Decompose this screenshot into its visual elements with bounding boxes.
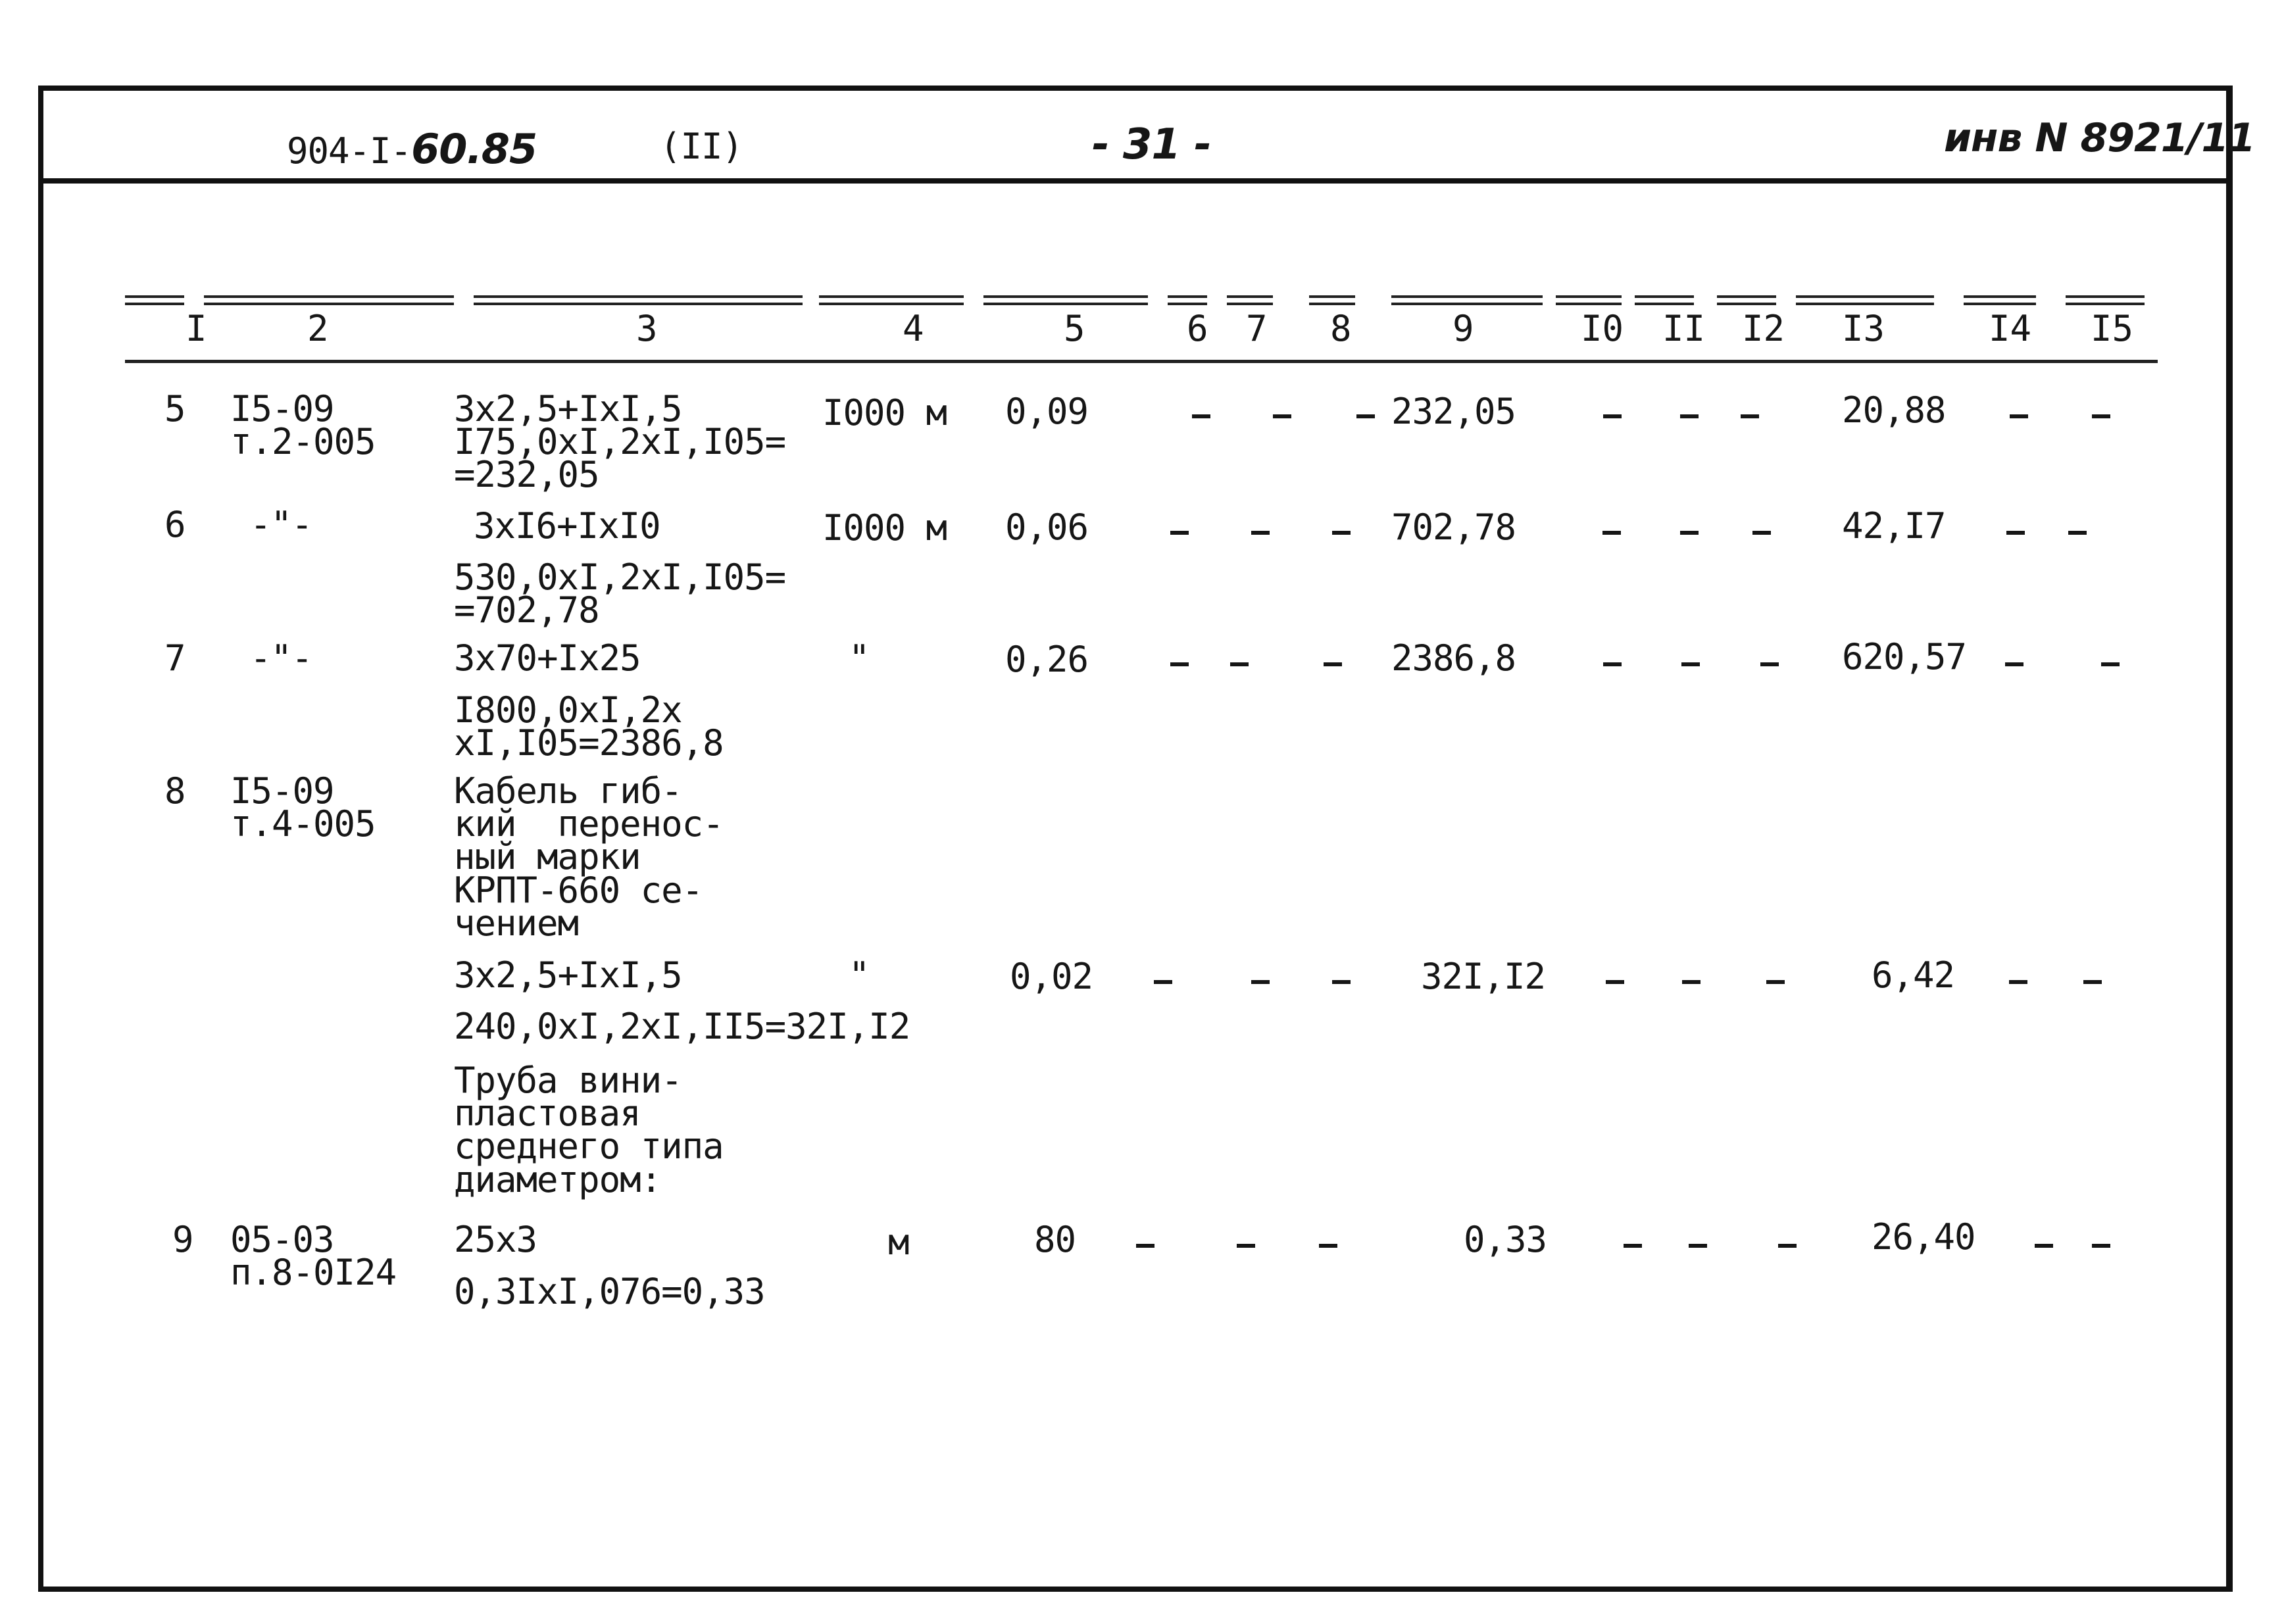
unit: " bbox=[849, 637, 870, 679]
empty-dash bbox=[1680, 414, 1699, 418]
col-header: 9 bbox=[1452, 308, 1474, 349]
quantity: 0,09 bbox=[1005, 391, 1089, 432]
unit-cost: 2386,8 bbox=[1391, 637, 1516, 679]
norm-code: I5-09 т.4-005 bbox=[230, 770, 376, 845]
unit-cost: 0,33 bbox=[1464, 1219, 1547, 1260]
norm-code: -"- bbox=[250, 504, 312, 545]
empty-dash bbox=[1682, 980, 1701, 984]
inventory-number: инв N 8921/11 bbox=[1944, 115, 2255, 161]
col-underline bbox=[1309, 295, 1355, 298]
empty-dash bbox=[2006, 531, 2025, 535]
unit: I000 м bbox=[822, 392, 947, 433]
quantity: 80 bbox=[1034, 1219, 1076, 1260]
empty-dash bbox=[1603, 662, 1622, 666]
empty-dash bbox=[1603, 414, 1622, 418]
row-number: 7 bbox=[164, 637, 186, 679]
norm-code: I5-09 т.2-005 bbox=[230, 388, 376, 463]
empty-dash bbox=[1192, 414, 1210, 418]
row-number: 5 bbox=[164, 388, 186, 430]
col-underline bbox=[1964, 295, 2036, 298]
item-description: I800,0xI,2x xI,I05=2386,8 bbox=[454, 689, 724, 764]
col-underline bbox=[1168, 295, 1207, 298]
empty-dash bbox=[2101, 662, 2120, 666]
col-header: I2 bbox=[1742, 308, 1785, 349]
empty-dash bbox=[2092, 414, 2110, 418]
empty-dash bbox=[1319, 1244, 1337, 1248]
row-number: 6 bbox=[164, 504, 186, 545]
empty-dash bbox=[1170, 662, 1189, 666]
empty-dash bbox=[2068, 531, 2087, 535]
unit-cost: 32I,I2 bbox=[1421, 956, 1546, 997]
col-underline bbox=[819, 295, 964, 298]
col-header: 3 bbox=[636, 308, 658, 349]
col-header: 2 bbox=[307, 308, 329, 349]
empty-dash bbox=[2092, 1244, 2110, 1248]
item-description: 3x2,5+IxI,5 bbox=[454, 954, 682, 996]
col-header: II bbox=[1662, 308, 1706, 349]
col-header: I4 bbox=[1989, 308, 2032, 349]
col-header: I bbox=[186, 308, 207, 349]
item-description: 3x70+Ix25 bbox=[454, 637, 641, 679]
col-header: 7 bbox=[1246, 308, 1268, 349]
empty-dash bbox=[1332, 980, 1351, 984]
col-underline bbox=[1556, 295, 1622, 298]
header-rule bbox=[125, 360, 2158, 363]
row-number: 9 bbox=[172, 1219, 193, 1260]
total-cost: 620,57 bbox=[1842, 636, 1967, 677]
total-cost: 20,88 bbox=[1842, 389, 1946, 431]
col-underline bbox=[1796, 295, 1934, 298]
page-number: - 31 - bbox=[1092, 120, 1211, 169]
empty-dash bbox=[1760, 662, 1779, 666]
empty-dash bbox=[2035, 1244, 2053, 1248]
total-cost: 42,I7 bbox=[1842, 505, 1946, 547]
empty-dash bbox=[2005, 662, 2023, 666]
empty-dash bbox=[1251, 980, 1270, 984]
empty-dash bbox=[1332, 531, 1351, 535]
empty-dash bbox=[1606, 980, 1624, 984]
col-header: 5 bbox=[1064, 308, 1085, 349]
empty-dash bbox=[1752, 531, 1771, 535]
quantity: 0,06 bbox=[1005, 506, 1089, 548]
norm-code: 05-03 п.8-0I24 bbox=[230, 1219, 397, 1294]
unit-cost: 702,78 bbox=[1391, 506, 1516, 548]
total-cost: 26,40 bbox=[1872, 1216, 1975, 1258]
col-underline bbox=[1227, 295, 1273, 298]
empty-dash bbox=[1680, 531, 1699, 535]
empty-dash bbox=[1681, 662, 1700, 666]
item-description: 25x3 bbox=[454, 1219, 537, 1260]
col-underline bbox=[125, 295, 184, 298]
row-number: 8 bbox=[164, 770, 186, 812]
doc-code: 904-I-60.85 bbox=[287, 125, 537, 173]
empty-dash bbox=[1766, 980, 1785, 984]
empty-dash bbox=[2010, 414, 2028, 418]
empty-dash bbox=[1154, 980, 1172, 984]
total-cost: 6,42 bbox=[1872, 954, 1955, 996]
col-underline bbox=[2066, 295, 2145, 298]
empty-dash bbox=[2083, 980, 2102, 984]
col-header: I3 bbox=[1842, 308, 1885, 349]
unit-cost: 232,05 bbox=[1391, 391, 1516, 432]
item-description: 530,0xI,2xI,I05= =702,78 bbox=[454, 556, 786, 631]
col-underline bbox=[1391, 295, 1543, 298]
empty-dash bbox=[1136, 1244, 1154, 1248]
norm-code: -"- bbox=[250, 637, 312, 679]
col-header: I0 bbox=[1581, 308, 1624, 349]
unit: " bbox=[849, 954, 870, 996]
empty-dash bbox=[1602, 531, 1621, 535]
col-header: 8 bbox=[1330, 308, 1352, 349]
quantity: 0,02 bbox=[1010, 956, 1093, 997]
quantity: 0,26 bbox=[1005, 639, 1089, 680]
empty-dash bbox=[1624, 1244, 1642, 1248]
header-divider bbox=[43, 178, 2226, 184]
part-label: (II) bbox=[660, 126, 743, 167]
empty-dash bbox=[1324, 662, 1342, 666]
empty-dash bbox=[1170, 531, 1189, 535]
col-header: 6 bbox=[1187, 308, 1208, 349]
item-description: Кабель гиб- кий перенос- ный марки КРПТ-660 се- чением bbox=[454, 770, 724, 944]
empty-dash bbox=[1778, 1244, 1797, 1248]
unit: I000 м bbox=[822, 507, 947, 549]
col-underline bbox=[1717, 295, 1776, 298]
col-underline bbox=[983, 295, 1148, 298]
unit: м bbox=[888, 1221, 909, 1263]
item-description: 0,3IxI,076=0,33 bbox=[454, 1271, 765, 1312]
empty-dash bbox=[1251, 531, 1270, 535]
empty-dash bbox=[1356, 414, 1375, 418]
col-header: I5 bbox=[2091, 308, 2134, 349]
empty-dash bbox=[1741, 414, 1759, 418]
item-description: 240,0xI,2xI,II5=32I,I2 bbox=[454, 1006, 910, 1047]
item-description: 3xI6+IxI0 bbox=[474, 505, 660, 547]
empty-dash bbox=[1689, 1244, 1707, 1248]
col-header: 4 bbox=[903, 308, 924, 349]
item-description: Труба вини- пластовая среднего типа диаметром: bbox=[454, 1060, 724, 1200]
col-underline bbox=[204, 295, 454, 298]
col-underline bbox=[474, 295, 803, 298]
col-underline bbox=[1635, 295, 1694, 298]
item-description: 3x2,5+IxI,5 I75,0xI,2xI,I05= =232,05 bbox=[454, 388, 786, 496]
empty-dash bbox=[1237, 1244, 1255, 1248]
empty-dash bbox=[1230, 662, 1249, 666]
empty-dash bbox=[1273, 414, 1291, 418]
empty-dash bbox=[2009, 980, 2027, 984]
